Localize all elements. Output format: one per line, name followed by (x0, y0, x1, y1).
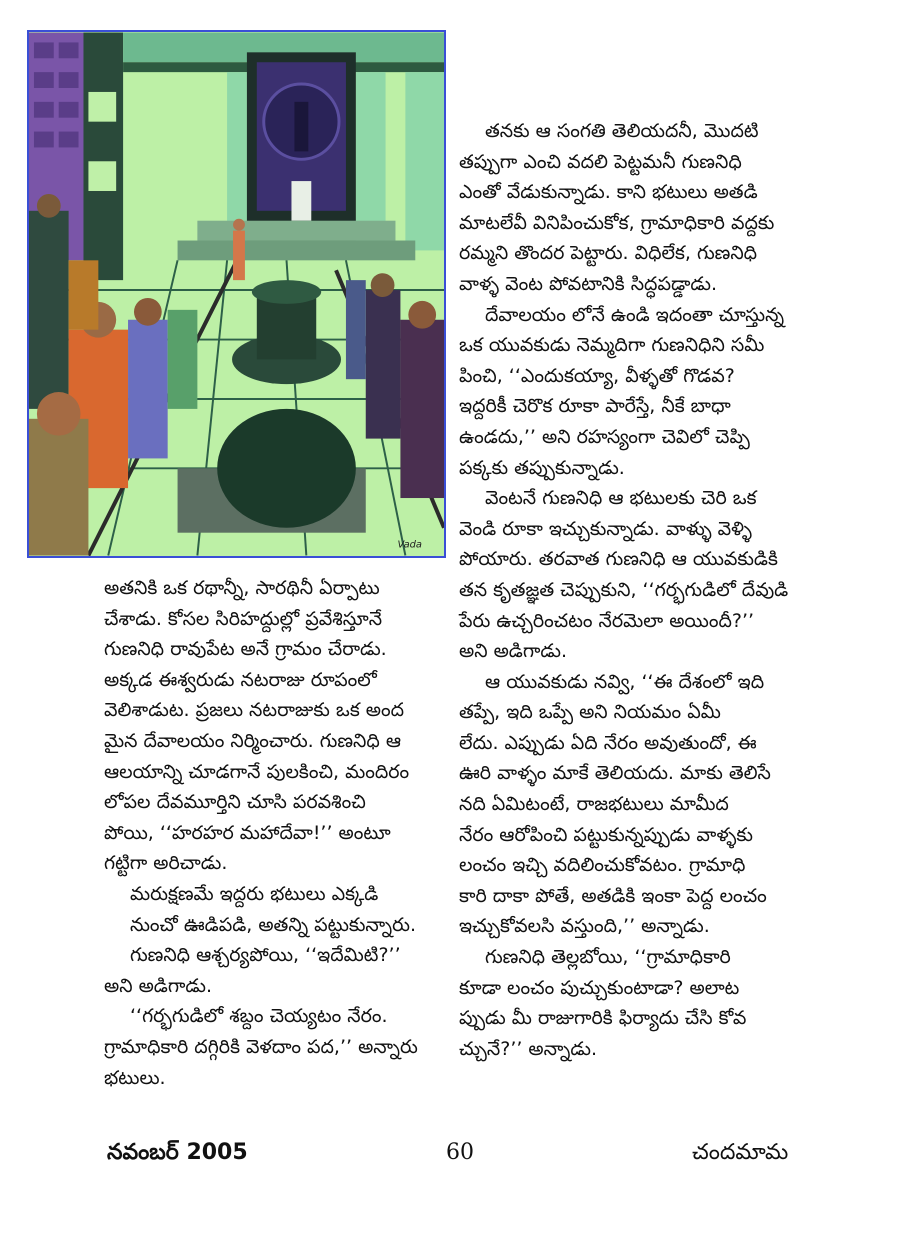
text-line: లోపల దేవమూర్తిని చూసి పరవశించి (104, 791, 366, 814)
text-line: ఆ యువకుడు నవ్వి, ‘‘ఈ దేశంలో ఇది (485, 670, 765, 693)
text-line: అని అడిగాడు. (104, 974, 213, 997)
text-line: వెలిశాడుట. ప్రజలు నటరాజుకు ఒక అంద (104, 699, 405, 722)
text-line: ఇచ్చుకోవలసి వస్తుంది,’’ అన్నాడు. (459, 915, 710, 938)
text-line: ఊరి వాళ్ళం మాకే తెలియదు. మాకు తెలిసే (459, 762, 771, 785)
text-line: ఎంతో వేడుకున్నాడు. కాని భటులు అతడి (459, 181, 758, 204)
text-line: ఇద్దరికీ చెరొక రూకా పారేస్తే, నీకే బాధా (459, 395, 731, 418)
text-line: రమ్మని తొందర పెట్టారు. విధిలేక, గుణనిధి (459, 242, 758, 265)
text-line: గుణనిధి తెల్లబోయి, ‘‘గ్రామాధికారి (485, 946, 731, 969)
text-line: వెండి రూకా ఇచ్చుకున్నాడు. వాళ్ళు వెళ్ళి (459, 517, 752, 540)
text-line: ఆలయాన్ని చూడగానే పులకించి, మందిరం (104, 760, 410, 783)
right-text-column (459, 116, 819, 1064)
text-line: తప్పే, ఇది ఒప్పే అని నియమం ఏమీ (459, 701, 721, 724)
text-line: పక్కకు తప్పుకున్నాడు. (459, 456, 625, 479)
left-text-column (104, 573, 474, 1093)
text-line: గుణనిధి రావుపేట అనే గ్రామం చేరాడు. (104, 638, 387, 661)
temple-illustration (27, 30, 446, 558)
text-line: లేదు. ఎప్పుడు ఏది నేరం అవుతుందో, ఈ (459, 731, 757, 754)
text-line: చేశాడు. కోసల సిరిహద్దుల్లో ప్రవేశిస్తూనే (104, 607, 383, 630)
text-line: అతనికి ఒక రథాన్నీ, సారథినీ ఏర్పాటు (104, 577, 380, 599)
text-line: తనకు ఆ సంగతి తెలియదనీ, మొదటి (485, 120, 759, 142)
text-line: కారి దాకా పోతే, అతడికి ఇంకా పెద్ద లంచం (459, 884, 767, 907)
text-line: ఉండదు,’’ అని రహస్యంగా చెవిలో చెప్పి (459, 425, 750, 448)
text-line: భటులు. (104, 1066, 166, 1089)
text-line: ప్పుడు మీ రాజుగారికి ఫిర్యాదు చేసి కోవ (459, 1007, 747, 1030)
text-line: గట్టిగా అరిచాడు. (104, 852, 228, 875)
text-line: మాటలేవీ వినిపించుకోక, గ్రామాధికారి వద్దకు (459, 211, 775, 234)
page-number: 60 (446, 1140, 474, 1165)
text-line: పించి, ‘‘ఎందుకయ్యా, వీళ్ళతో గొడవ? (459, 364, 735, 387)
text-line: చ్చునే?’’ అన్నాడు. (459, 1037, 598, 1060)
text-line: అని అడిగాడు. (459, 640, 568, 663)
text-line: పేరు ఉచ్చరించటం నేరమెలా అయిందీ?’’ (459, 609, 755, 632)
text-line: మైన దేవాలయం నిర్మించారు. గుణనిధి ఆ (104, 729, 402, 752)
text-line: కూడా లంచం పుచ్చుకుంటాడా? అలాట (459, 976, 740, 999)
text-line: వాళ్ళ వెంట పోవటానికి సిద్ధపడ్డాడు. (459, 272, 718, 295)
text-line: నేరం ఆరోపించి పట్టుకున్నప్పుడు వాళ్ళకు (459, 823, 753, 846)
text-line: గుణనిధి ఆశ్చర్యపోయి, ‘‘ఇదేమిటి?’’ (130, 944, 401, 967)
issue-date: నవంబర్ 2005 (107, 1140, 248, 1165)
text-line: తప్పుగా ఎంచి వదలి పెట్టమనీ గుణనిధి (459, 150, 742, 173)
text-line: లంచం ఇచ్చి వదిలించుకోవటం. గ్రామాధి (459, 854, 746, 877)
text-line: ఒక యువకుడు నెమ్మదిగా గుణనిధిని సమీ (459, 334, 765, 357)
text-line: నుంచో ఊడిపడి, అతన్ని పట్టుకున్నారు. (130, 913, 416, 936)
magazine-name: చందమామ (692, 1140, 789, 1165)
temple-scene-drawing (29, 32, 444, 556)
text-line: దేవాలయం లోనే ఉండి ఇదంతా చూస్తున్న (485, 303, 785, 326)
text-line: మరుక్షణమే ఇద్దరు భటులు ఎక్కడి (130, 882, 379, 905)
text-line: అక్కడ ఈశ్వరుడు నటరాజు రూపంలో (104, 668, 377, 691)
text-line: ‘‘గర్భగుడిలో శబ్దం చెయ్యటం నేరం. (130, 1005, 388, 1028)
artist-signature: Vada (397, 539, 422, 551)
text-line: నది ఏమిటంటే, రాజభటులు మామీద (459, 793, 729, 816)
text-line: తన కృతజ్ఞత చెప్పుకుని, ‘‘గర్భగుడిలో దేవుడి (459, 578, 789, 601)
text-line: పోయారు. తరవాత గుణనిధి ఆ యువకుడికి (459, 548, 778, 571)
text-line: పోయి, ‘‘హరహర మహాదేవా!’’ అంటూ (104, 821, 391, 844)
text-line: గ్రామాధికారి దగ్గిరికి వెళదాం పద,’’ అన్నారు (104, 1035, 418, 1058)
text-line: వెంటనే గుణనిధి ఆ భటులకు చెరి ఒక (485, 487, 757, 510)
